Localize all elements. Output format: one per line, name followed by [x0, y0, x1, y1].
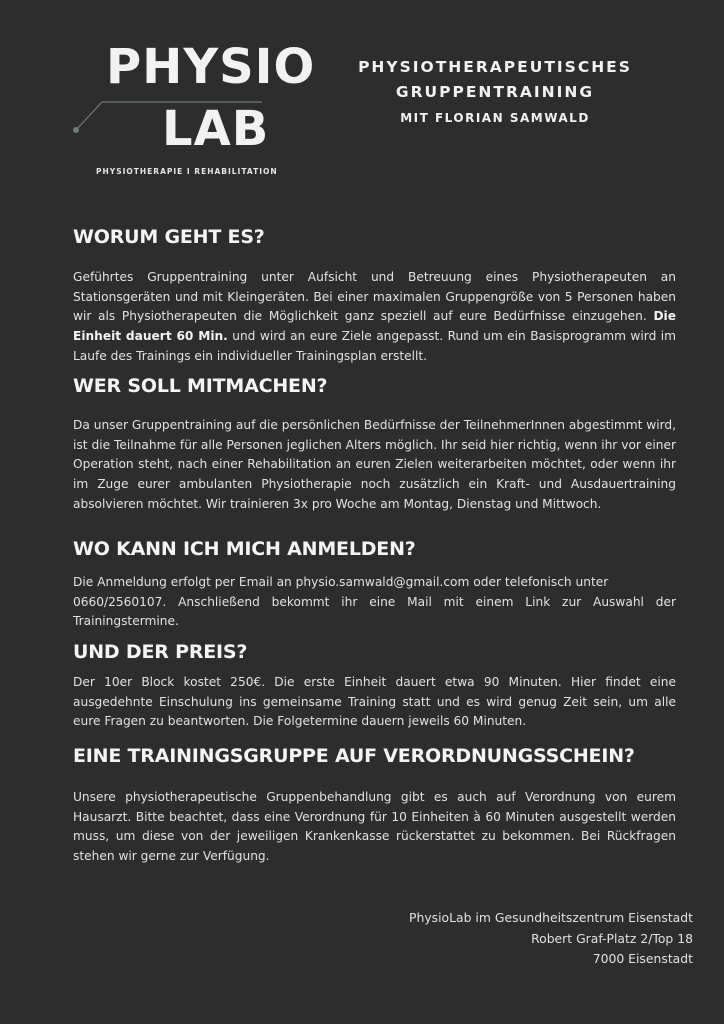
physiolab-logo — [70, 39, 316, 180]
address-line-3: 7000 Eisenstadt — [592, 951, 693, 966]
text-part: Geführtes Gruppentraining unter Aufsicht und Betreuung eines Physiotherapeuten an Stationsgeräten und mit Kleingeräten. Bei einer maximalen Gruppengröße von 5 Personen haben wir als Physiotherapeuten die Möglichkeit ganz speziell auf eure Bedürfnisse einzugehen. — [73, 270, 676, 324]
address-line-2: Robert Graf-Platz 2/Top 18 — [531, 930, 693, 946]
section-heading-anmelden: WO KANN ICH MICH ANMELDEN? — [73, 538, 416, 560]
title-line-1: PHYSIOTHERAPEUTISCHES — [358, 58, 632, 76]
section-text-anmelden: 0660/2560107. Anschließend bekommt ihr eine Mail mit einem Link zur Auswahl der Trainingstermine. — [73, 594, 676, 629]
section-text-worum — [73, 268, 676, 367]
section-heading-verordnung: EINE TRAININGSGRUPPE AUF VERORDNUNGSSCHEIN? — [73, 745, 635, 767]
address-block — [409, 908, 693, 970]
section-heading-wer: WER SOLL MITMACHEN? — [73, 375, 328, 397]
text-part: und wird an eure Ziele angepasst. Rund um ein Basisprogramm wird im Laufe des Trainings ein individueller Trainingsplan erstellt. — [73, 329, 676, 363]
section-text-anmelden-line1: Die Anmeldung erfolgt per Email an physio.samwald@gmail.com oder telefonisch unter — [73, 575, 609, 589]
logo-text-physio: PHYSIO — [106, 39, 316, 95]
section-text-wer: Da unser Gruppentraining auf die persönlichen Bedürfnisse der TeilnehmerInnen abgestimmt wird, ist die Teilnahme für alle Personen jeglichen Alters möglich. Ihr seid hier richtig, wenn ihr vor einer Operation steht, nach einer Rehabilitation an euren Zielen weiterarbeiten möchtet, oder wenn ihr im Zuge eurer ambulanten Physiotherapie noch zusätzlich ein Kraft- und Ausdauertraining absolvieren möchtet. Wir trainieren 3x pro Woche am Montag, Dienstag und Mittwoch. — [73, 418, 676, 511]
logo-text-lab: LAB — [162, 101, 270, 157]
section-heading-preis: UND DER PREIS? — [73, 641, 248, 663]
address-line-1: PhysioLab im Gesundheitszentrum Eisenstadt — [409, 910, 693, 925]
section-text-verordnung: Unsere physiotherapeutische Gruppenbehandlung gibt es auch auf Verordnung von eurem Hausarzt. Bitte beachtet, dass eine Verordnung für 10 Einheiten à 60 Minuten ausgestellt werden muss, um diese von der jeweiligen Krankenkasse rückerstattet zu bekommen. Bei Rückfragen stehen wir gerne zur Verfügung. — [73, 790, 676, 864]
page-title — [300, 55, 690, 129]
section-heading-worum: WORUM GEHT ES? — [73, 226, 265, 248]
logo-subtitle: PHYSIOTHERAPIE I REHABILITATION — [96, 167, 278, 176]
text-bold: Die Einheit dauert 60 Min. — [73, 309, 676, 344]
title-line-3: MIT FLORIAN SAMWALD — [400, 111, 590, 125]
title-line-2: GRUPPENTRAINING — [395, 83, 595, 101]
section-text-preis: Der 10er Block kostet 250€. Die erste Einheit dauert etwa 90 Minuten. Hier findet eine ausgedehnte Einschulung ins gemeinsame Training statt und es wird genug Zeit sein, um alle eure Fragen zu beantworten. Die Folgetermine dauern jeweils 60 Minuten. — [73, 675, 676, 729]
